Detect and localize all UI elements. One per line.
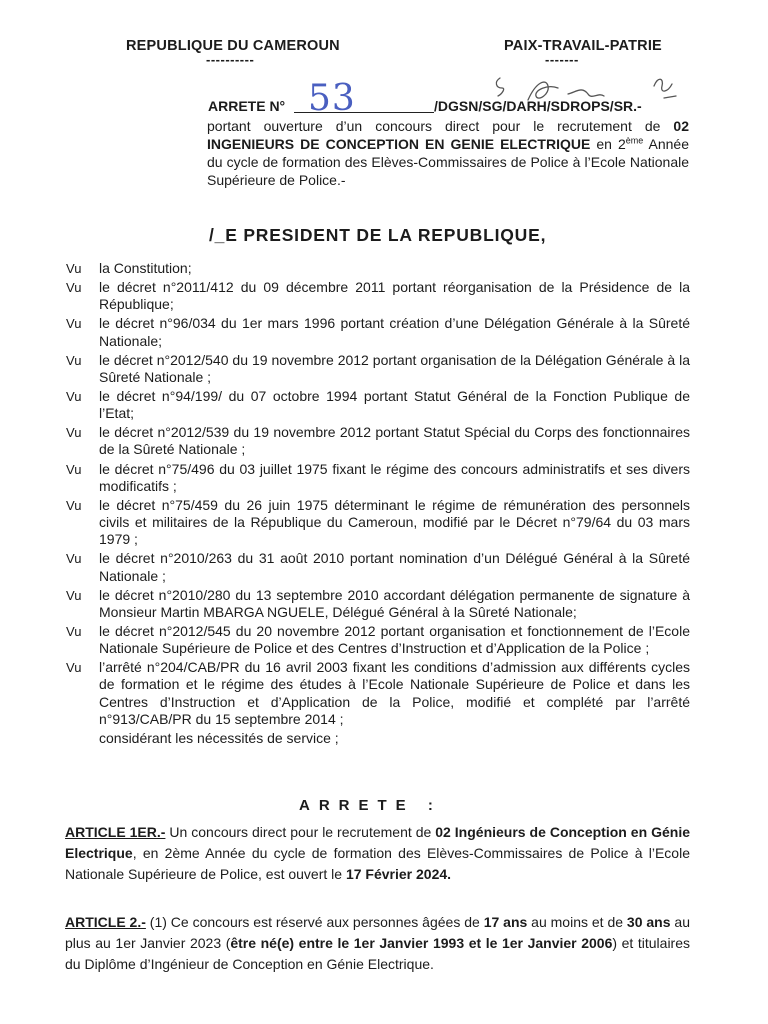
article-1: ARTICLE 1ER.- Un concours direct pour le recrutement de 02 Ingénieurs de Conception en Génie Electrique, en 2ème Année du cycle de formation des Elèves-Commissaires de Police à l’Ecole Nationale Supérieure de Police, est ouvert le 17 Février 2024. <box>65 824 690 882</box>
vu-item: Vu le décret n°96/034 du 1er mars 1996 portant création d’une Délégation Générale à la Sûreté Nationale; <box>66 315 690 349</box>
vu-item: Vu le décret n°2010/263 du 31 août 2010 portant nomination d’un Délégué Général à la Sûreté Nationale ; <box>66 550 690 584</box>
motto-separator: ------- <box>545 52 579 67</box>
vu-item: Vu le décret n°94/199/ du 07 octobre 1994 portant Statut Général de la Fonction Publique de l’Etat; <box>66 387 690 422</box>
article-2-label: ARTICLE 2.- <box>65 914 146 930</box>
arrete-handwritten-number: 53 <box>308 78 356 119</box>
vu-item: Vu l’arrêté n°204/CAB/PR du 16 avril 2003 fixant les conditions d’admission aux différents cycles de formation et le régime des études à l’Ecole Nationale Supérieure de Police et dans les Centres d’Instruction et d’Application de la Police, modifié et complété par l’arrêté n°913/CAB/PR du 15 septembre 2014 ; <box>66 659 690 727</box>
article-1-label: ARTICLE 1ER.- <box>65 824 166 840</box>
vu-item: Vu le décret n°2012/545 du 20 novembre 2012 portant organisation et fonctionnement de l’Ecole Nationale Supérieure de Police et des Centres d’Instruction et d’Application de la Police ; <box>66 622 690 657</box>
vu-item: Vu le décret n°75/459 du 26 juin 1975 déterminant le régime de rémunération des personnels civils et militaires de la République du Cameroun, modifié par le Décret n°79/64 du 03 mars 1979 ; <box>66 496 690 548</box>
arrete-title: ARRETE : <box>299 797 442 814</box>
arrete-description: portant ouverture d’un concours direct pour le recrutement de 02 INGENIEURS DE CONCEPTION EN GENIE ELECTRIQUE en 2ème Année du cycle de formation des Elèves-Commissaires de Police à l’Ecole Nationale Supérieure de Police.- <box>207 118 689 188</box>
country-header: REPUBLIQUE DU CAMEROUN <box>126 38 340 54</box>
president-title: /_E PRESIDENT DE LA REPUBLIQUE, <box>209 225 547 245</box>
country-separator: ---------- <box>206 52 255 67</box>
arrete-number-line <box>208 78 708 119</box>
motto-header: PAIX-TRAVAIL-PATRIE <box>504 38 662 54</box>
article-2: ARTICLE 2.- (1) Ce concours est réservé aux personnes âgées de 17 ans au moins et de 30 ans au plus au 1er Janvier 2023 (être né(e) entre le 1er Janvier 1993 et le 1er Janvier 2006) et titulaires du Diplôme d’Ingénieur de Conception en Génie Electrique. <box>65 914 690 972</box>
vu-item: Vu le décret n°75/496 du 03 juillet 1975 fixant le régime des concours administratifs et ses divers modificatifs ; <box>66 460 690 494</box>
vu-item: Vu le décret n°2010/280 du 13 septembre 2010 accordant délégation permanente de signature à Monsieur Martin MBARGA NGUELE, Délégué Général à la Sûreté Nationale; <box>66 586 690 620</box>
vu-list <box>66 260 690 747</box>
arrete-label: ARRETE N° <box>208 98 286 114</box>
vu-item: Vu le décret n°2012/539 du 19 novembre 2012 portant Statut Spécial du Corps des fonctionnaires de la Sûreté Nationale ; <box>66 424 690 458</box>
vu-item: Vu le décret n°2012/540 du 19 novembre 2012 portant organisation de la Délégation Générale à la Sûreté Nationale ; <box>66 351 690 385</box>
considerant-line: considérant les nécessités de service ; <box>99 729 339 746</box>
vu-item: Vu le décret n°2011/412 du 09 décembre 2011 portant réorganisation de la Présidence de la République; <box>66 279 690 313</box>
vu-item: Vu la Constitution; <box>66 260 192 276</box>
arrete-reference: /DGSN/SG/DARH/SDROPS/SR.- <box>434 98 642 114</box>
